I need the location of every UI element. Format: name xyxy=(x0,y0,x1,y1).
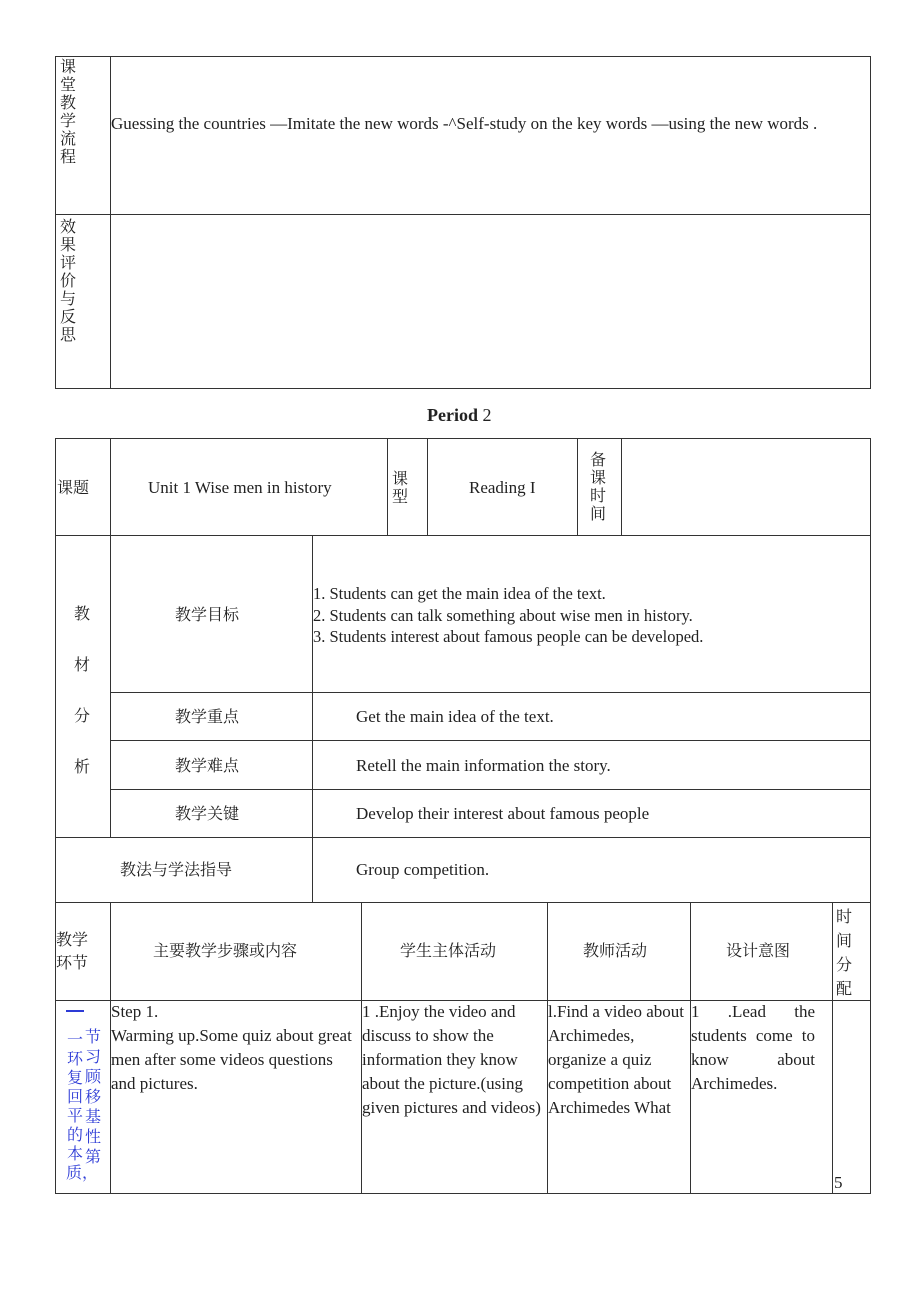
goal-item: 3. Students interest about famous people can be developed. xyxy=(313,627,704,646)
header-student: 学生主体活动 xyxy=(400,941,497,960)
header-teacher: 教师活动 xyxy=(583,941,648,960)
crucial-label: 教学关键 xyxy=(175,804,240,823)
step-content: Step 1. Warming up.Some quiz about great men after some videos questions and pictures. xyxy=(111,1002,352,1093)
student-activity: 1 .Enjoy the video and discuss to show the information they know about the picture.(using given pictures and videos) xyxy=(362,1002,541,1117)
period-number: 2 xyxy=(482,405,492,425)
goals-label: 教学目标 xyxy=(175,605,240,624)
time-value: 5 xyxy=(834,1173,843,1192)
period-title xyxy=(427,403,492,427)
design-intent: 1 .Lead the students come to know about Archimedes. xyxy=(691,1002,815,1093)
topic-label: 课题 xyxy=(57,478,90,497)
header-steps: 主要教学步骤或内容 xyxy=(153,941,298,960)
stage-col-a: 一环复回平的本质， xyxy=(66,1030,99,1182)
difficult-label: 教学难点 xyxy=(175,756,240,775)
header-stage: 教学环节 xyxy=(56,930,89,972)
teacher-activity: l.Find a video about Archimedes, organize a quiz competition about Archimedes What xyxy=(548,1002,684,1117)
type-label: 课型 xyxy=(391,469,408,506)
flow-text: Guessing the countries —Imitate the new words -^Self-study on the key words —using the new words . xyxy=(111,114,818,133)
stage-col-b: 节习顾移基性第 xyxy=(84,1027,101,1166)
reflect-label: 效果评价与反思 xyxy=(59,217,76,344)
header-intent: 设计意图 xyxy=(726,941,791,960)
prep-label: 备课时间 xyxy=(589,450,606,523)
key-label: 教学重点 xyxy=(175,707,240,726)
method-label: 教法与学法指导 xyxy=(120,860,233,879)
key-value: Get the main idea of the text. xyxy=(356,707,554,726)
crucial-value: Develop their interest about famous people xyxy=(356,804,650,823)
method-value: Group competition. xyxy=(356,860,490,879)
header-time: 时间分配 xyxy=(835,907,852,998)
topic-value: Unit 1 Wise men in history xyxy=(148,478,332,497)
flow-label: 课堂教学流程 xyxy=(59,57,76,166)
goals-list xyxy=(313,583,703,648)
stage-dash xyxy=(66,1010,84,1012)
goal-item: 1. Students can get the main idea of the text. xyxy=(313,584,606,603)
period-word: Period xyxy=(427,405,478,425)
goal-item: 2. Students can talk something about wise men in history. xyxy=(313,605,693,625)
difficult-value: Retell the main information the story. xyxy=(356,756,611,775)
type-value: Reading I xyxy=(469,478,536,497)
materials-label: 教材分析 xyxy=(73,604,90,776)
